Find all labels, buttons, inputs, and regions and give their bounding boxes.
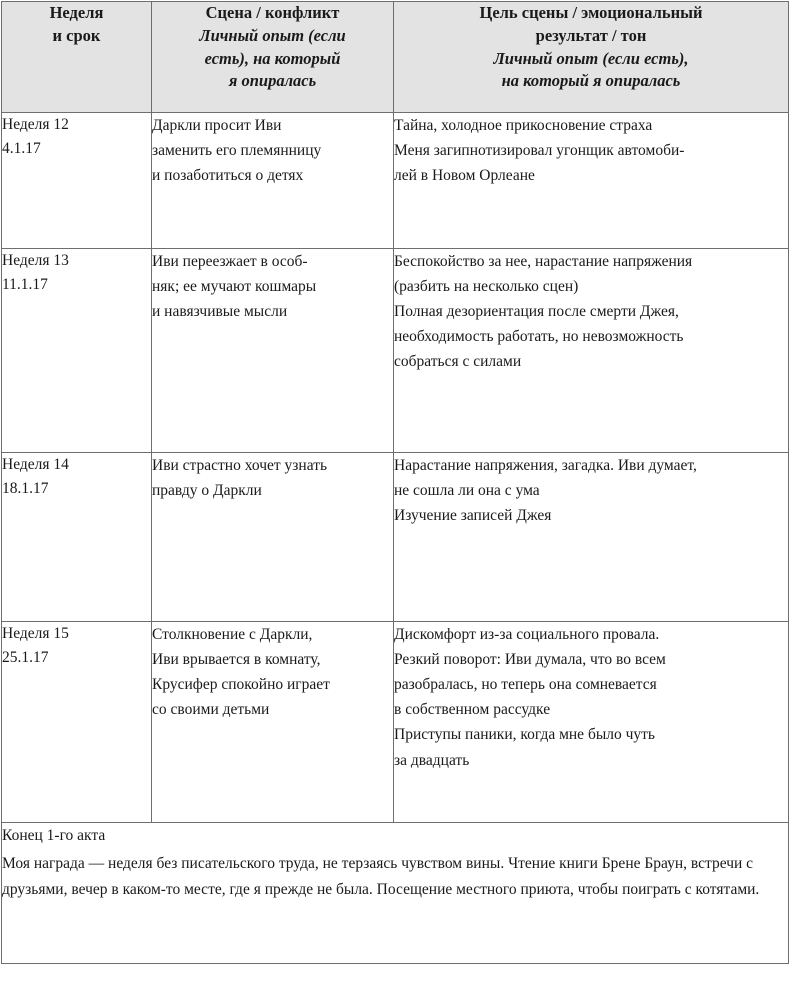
goal-line: необходимость работать, но невозможность [394,328,684,346]
scene-cell [152,249,394,453]
scene-line: Иви страстно хочет узнать [152,457,328,474]
goal-cell [394,113,789,249]
goal-line: (разбить на несколько сцен) [394,278,579,296]
week-date: 25.1.17 [2,649,49,667]
act-summary-cell [2,823,789,964]
header-scene-line-4: я опиралась [228,71,317,91]
goal-line: Резкий поворот: Иви думала, что во всем [394,651,666,669]
scene-line: со своими детьми [152,701,270,719]
goal-line: Полная дезориентация после смерти Джея, [394,303,679,321]
week-cell [2,249,152,453]
goal-line: Приступы паники, когда мне было чуть [394,726,655,744]
header-scene-line-3: есть), на который [204,48,341,68]
week-date: 18.1.17 [2,480,49,498]
scene-line: Крусифер спокойно играет [152,676,330,694]
column-header-scene [152,2,394,113]
goal-line: Изучение записей Джея [394,507,552,525]
header-scene-line-1: Сцена / конфликт [205,3,340,22]
goal-line: лей в Новом Орлеане [394,167,535,185]
scene-cell [152,622,394,823]
story-plan-table [1,1,789,964]
table-row [2,453,789,622]
table-row [2,113,789,249]
week-label: Неделя 14 [2,456,69,473]
goal-cell [394,453,789,622]
week-cell [2,453,152,622]
scene-line: заменить его племянницу [152,142,322,160]
goal-line: собраться с силами [394,353,522,371]
scene-cell [152,453,394,622]
table-body [2,113,789,964]
week-cell [2,622,152,823]
column-header-week [2,2,152,113]
goal-line: за двадцать [394,751,470,769]
scene-line: Иви переезжает в особ- [152,253,308,270]
week-label: Неделя 15 [2,625,69,642]
goal-line: Тайна, холодное прикосновение страха [394,117,653,134]
header-week-line-2: и срок [52,25,101,45]
column-header-goal [394,2,789,113]
table-row [2,249,789,453]
header-goal-line-4: на который я опиралась [501,71,681,91]
goal-line: в собственном рассудке [394,701,551,719]
week-label: Неделя 13 [2,252,69,269]
week-cell [2,113,152,249]
header-goal-line-1: Цель сцены / эмоциональный [479,3,703,22]
act-summary-heading: Конец 1-го акта [2,827,106,844]
header-goal-line-2: результат / тон [535,25,647,45]
scene-line: Иви врывается в комнату, [152,651,321,669]
table-row [2,622,789,823]
document-page [0,1,790,1002]
week-label: Неделя 12 [2,116,69,133]
goal-line: Меня загипнотизировал угонщик автомоби- [394,142,685,160]
scene-line: правду о Даркли [152,482,262,500]
goal-line: разобралась, но теперь она сомневается [394,676,657,694]
table-header [2,2,789,113]
scene-line: Столкновение с Даркли, [152,626,313,643]
header-row [2,2,789,113]
week-date: 4.1.17 [2,140,41,158]
scene-line: няк; ее мучают кошмары [152,278,317,296]
goal-line: Нарастание напряжения, загадка. Иви думает, [394,457,697,474]
header-week-line-1: Неделя [49,3,104,22]
goal-line: Беспокойство за нее, нарастание напряжения [394,253,693,270]
goal-line: Дискомфорт из-за социального провала. [394,626,660,643]
act-summary-text: Моя награда — неделя без писательского труда, не терзаясь чувством вины. Чтение книги Брене Браун, встречи с друзьями, вечер в каком-то месте, где я прежде не была. Посещение местного приюта, чтобы поиграть с котятами. [2,855,760,899]
scene-line: и навязчивые мысли [152,303,288,321]
scene-cell [152,113,394,249]
week-date: 11.1.17 [2,276,48,294]
scene-line: Даркли просит Иви [152,117,282,134]
goal-cell [394,249,789,453]
goal-line: не сошла ли она с ума [394,482,540,500]
scene-line: и позаботиться о детях [152,167,304,185]
goal-cell [394,622,789,823]
header-goal-line-3: Личный опыт (если есть), [493,48,689,68]
table-footer-row [2,823,789,964]
header-scene-line-2: Личный опыт (если [199,25,346,45]
